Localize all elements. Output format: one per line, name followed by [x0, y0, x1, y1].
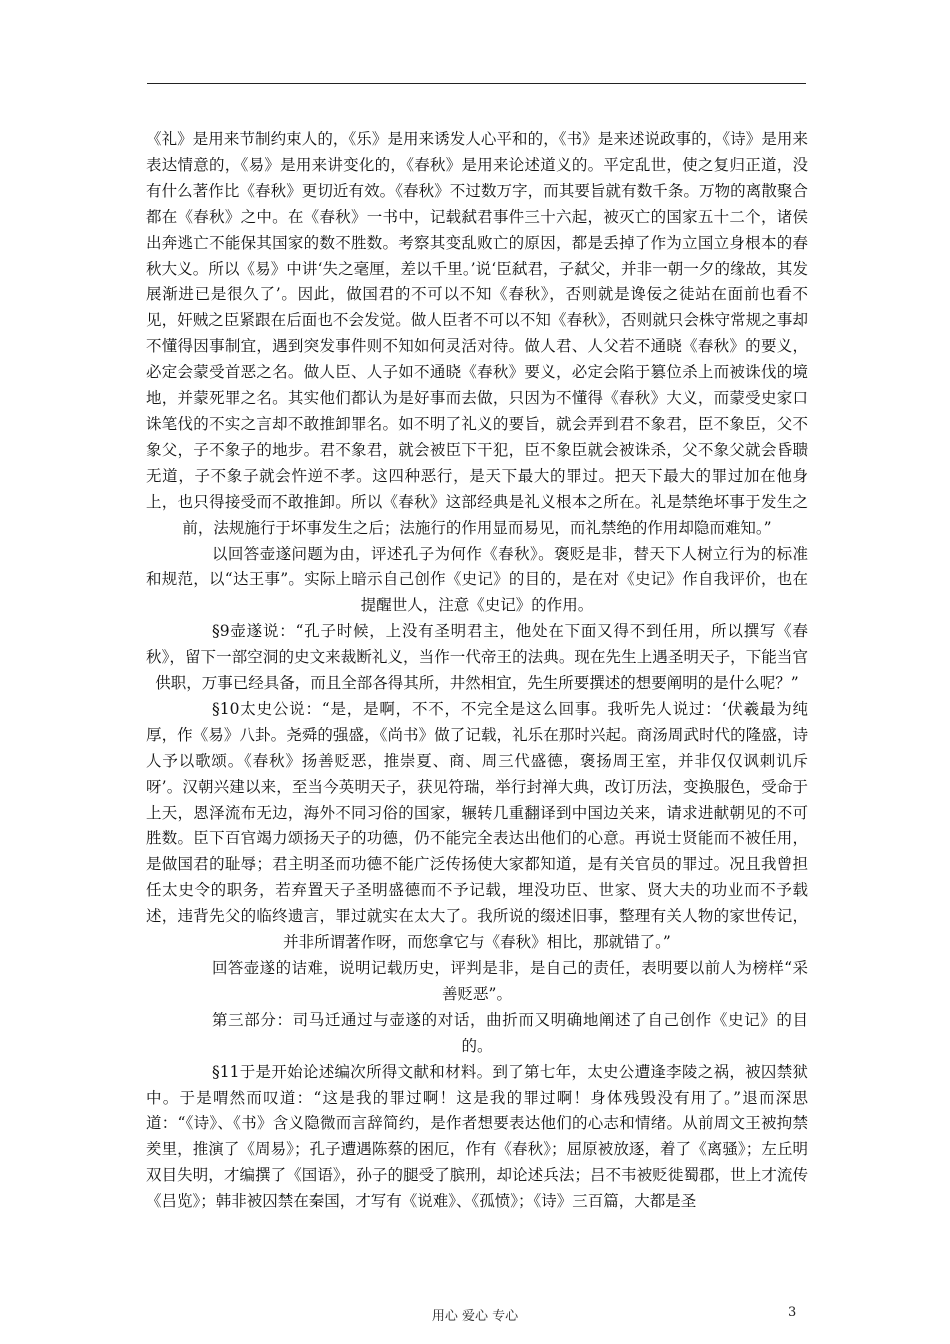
header-rule	[147, 83, 806, 84]
document-body	[146, 127, 808, 1215]
paragraph-1: 《礼》是用来节制约束人的，《乐》是用来诱发人心平和的，《书》是来述说政事的，《诗》是用来表达情意的，《易》是用来讲变化的，《春秋》是用来论述道义的。平定乱世，使之复归正道，没有什么著作比《春秋》更切近有效。《春秋》不过数万字，而其要旨就有数千条。万物的离散聚合都在《春秋》之中。在《春秋》一书中，记载弑君事件三十六起，被灭亡的国家五十二个，诸侯出奔逃亡不能保其国家的数不胜数。考察其变乱败亡的原因，都是丢掉了作为立国立身根本的春秋大义。所以《易》中讲‘失之毫厘，差以千里。’说‘臣弑君，子弑父，并非一朝一夕的缘故，其发展渐进已是很久了’。因此，做国君的不可以不知《春秋》，否则就是谗佞之徒站在面前也看不见，奸贼之臣紧跟在后面也不会发觉。做人臣者不可以不知《春秋》，否则就只会株守常规之事却不懂得因事制宜，遇到突发事件则不知如何灵活对待。做人君、人父若不通晓《春秋》的要义，必定会蒙受首恶之名。做人臣、人子如不通晓《春秋》要义，必定会陷于篡位杀上而被诛伐的境地，并蒙死罪之名。其实他们都认为是好事而去做，只因为不懂得《春秋》大义，而蒙受史家口诛笔伐的不实之言却不敢推卸罪名。如不明了礼义的要旨，就会弄到君不象君，臣不象臣，父不象父，子不象子的地步。君不象君，就会被臣下干犯，臣不象臣就会被诛杀，父不象父就会昏聩无道，子不象子就会忤逆不孝。这四种恶行，是天下最大的罪过。把天下最大的罪过加在他身上，也只得接受而不敢推卸。所以《春秋》这部经典是礼义根本之所在。礼是禁绝坏事于发生之前，法规施行于坏事发生之后；法施行的作用显而易见，而礼禁绝的作用却隐而难知。”	[146, 130, 808, 537]
paragraph-6: 第三部分：司马迁通过与壶遂的对话，曲折而又明确地阐述了自己创作《史记》的目的。	[212, 1010, 808, 1055]
paragraph-7: §11于是开始论述编次所得文献和材料。到了第七年，太史公遭逢李陵之祸，被囚禁狱中。于是喟然而叹道：“这是我的罪过啊！这是我的罪过啊！身体残毁没有用了。”退而深思道：“《诗》、《书》含义隐微而言辞简约，是作者想要表达他们的心志和情绪。从前周文王被拘禁羑里，推演了《周易》；孔子遭遇陈蔡的困厄，作有《春秋》；屈原被放逐，着了《离骚》；左丘明双目失明，才编撰了《国语》，孙子的腿受了膑刑，却论述兵法；吕不韦被贬徙蜀郡，世上才流传《吕览》；韩非被囚禁在秦国，才写有《说难》、《孤愤》；《诗》三百篇，大都是圣	[146, 1062, 808, 1211]
paragraph-2: 以回答壶遂问题为由，评述孔子为何作《春秋》。褒贬是非，替天下人树立行为的标准和规范，以“达王事”。实际上暗示自己创作《史记》的目的，是在对《史记》作自我评价，也在提醒世人，注意《史记》的作用。	[146, 544, 808, 615]
paragraph-5: 回答壶遂的诘难，说明记载历史，评判是非，是自己的责任，表明要以前人为榜样“采善贬恶”。	[212, 959, 808, 1003]
paragraph-4: §10太史公说：“是，是啊，不不，不完全是这么回事。我听先人说过：‘伏羲最为纯厚，作《易》八卦。尧舜的强盛，《尚书》做了记载，礼乐在那时兴起。商汤周武时代的隆盛，诗人予以歌颂。《春秋》扬善贬恶，推崇夏、商、周三代盛德，褒扬周王室，并非仅仅讽刺讥斥呀’。汉朝兴建以来，至当今英明天子，获见符瑞，举行封禅大典，改订历法，变换服色，受命于上天，恩泽流布无边，海外不同习俗的国家，辗转几重翻译到中国边关来，请求进献朝见的不可胜数。臣下百官竭力颂扬天子的功德，仍不能完全表达出他们的心意。再说士贤能而不被任用，是做国君的耻辱；君主明圣而功德不能广泛传扬使大家都知道，是有关官员的罪过。况且我曾担任太史令的职务，若弃置天子圣明盛德而不予记载，埋没功臣、世家、贤大夫的功业而不予载述，违背先父的临终遗言，罪过就实在太大了。我所说的缀述旧事，整理有关人物的家世传记，并非所谓著作呀，而您拿它与《春秋》相比，那就错了。”	[146, 699, 808, 952]
paragraph-3: §9壶遂说：“孔子时候，上没有圣明君主，他处在下面又得不到任用，所以撰写《春秋》，留下一部空洞的史文来裁断礼义，当作一代帝王的法典。现在先生上遇圣明天子，下能当官供职，万事已经具备，而且全部各得其所，井然相宜，先生所要撰述的想要阐明的是什么呢？”	[146, 622, 808, 693]
footer-motto: 用心 爱心 专心	[431, 1309, 519, 1324]
page-number: 3	[788, 1305, 797, 1320]
